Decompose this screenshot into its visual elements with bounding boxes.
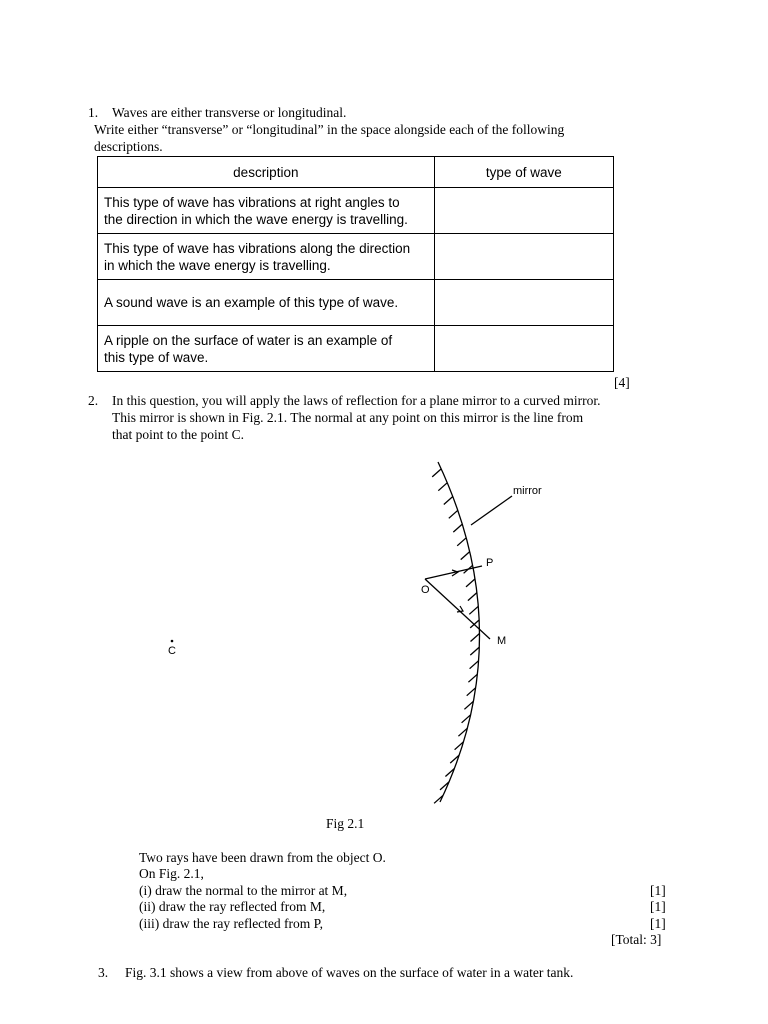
q3-number: 3. xyxy=(98,965,109,980)
description-line: A sound wave is an example of this type of wave. xyxy=(104,295,399,310)
q2-item-i-marks: [1] xyxy=(650,883,666,898)
hatch-mark xyxy=(471,634,480,642)
mirror-hatching xyxy=(432,469,479,803)
arrowhead-ray-M xyxy=(457,606,463,612)
table-cell-description xyxy=(98,280,435,326)
point-C-dot xyxy=(171,640,174,643)
table-row xyxy=(98,188,614,234)
hatch-mark xyxy=(458,728,467,736)
q2-item-iii-marks: [1] xyxy=(650,916,666,931)
table-row xyxy=(98,234,614,280)
table-row xyxy=(98,280,614,326)
description-line: This type of wave has vibrations at right angles to xyxy=(104,194,400,210)
q2-number: 2. xyxy=(88,393,99,408)
q2-text-line-2: On Fig. 2.1, xyxy=(139,866,204,881)
hatch-mark xyxy=(457,538,466,546)
hatch-mark xyxy=(455,742,464,750)
hatch-mark xyxy=(440,782,449,790)
curved-mirror xyxy=(438,462,480,802)
hatch-mark xyxy=(449,510,458,518)
mirror-label: mirror xyxy=(513,485,542,497)
wave-type-table xyxy=(97,156,614,372)
table-cell-description xyxy=(98,234,435,280)
point-M-label: M xyxy=(497,635,507,647)
q2-intro-line-3: that point to the point C. xyxy=(112,427,244,442)
ray-to-M xyxy=(425,579,490,639)
table-cell-description xyxy=(98,188,435,234)
hatch-mark xyxy=(450,755,459,763)
description-line: the direction in which the wave energy is travelling. xyxy=(104,211,408,227)
description-line: this type of wave. xyxy=(104,349,209,365)
table-header-row xyxy=(98,157,614,188)
table-cell-description xyxy=(98,326,435,372)
hatch-mark xyxy=(470,647,479,655)
q1-instruction-line: Write either “transverse” or “longitudinal” in the space alongside each of the following xyxy=(94,122,565,137)
mirror-label-leader xyxy=(471,496,512,525)
hatch-mark xyxy=(470,661,479,669)
hatch-mark xyxy=(434,795,443,803)
hatch-mark xyxy=(453,524,462,532)
hatch-mark xyxy=(467,688,476,696)
hatch-mark xyxy=(466,579,475,587)
point-O-label: O xyxy=(421,584,430,596)
q3-intro-line: Fig. 3.1 shows a view from above of waves on the surface of water in a water tank. xyxy=(125,965,574,980)
q2-item-ii-marks: [1] xyxy=(650,899,666,914)
q2-item-ii: (ii) draw the ray reflected from M, xyxy=(139,899,326,914)
hatch-mark xyxy=(445,769,454,777)
q2-total-marks: [Total: 3] xyxy=(611,932,662,947)
hatch-mark xyxy=(461,552,470,560)
answer-cell[interactable] xyxy=(434,234,613,280)
answer-cell[interactable] xyxy=(434,188,613,234)
q1-intro-line: Waves are either transverse or longitudinal. xyxy=(112,105,347,120)
q1-number: 1. xyxy=(88,105,99,120)
hatch-mark xyxy=(464,701,473,709)
q2-intro-line: In this question, you will apply the laws of reflection for a plane mirror to a curved mirror. xyxy=(112,393,601,408)
table-header-type-of-wave: type of wave xyxy=(434,157,613,188)
ray-to-P xyxy=(425,566,482,579)
point-P-label: P xyxy=(486,557,494,569)
q2-intro-line-2: This mirror is shown in Fig. 2.1. The normal at any point on this mirror is the line from xyxy=(112,410,584,425)
hatch-mark xyxy=(468,674,477,682)
hatch-mark xyxy=(464,565,473,573)
q2-item-iii: (iii) draw the ray reflected from P, xyxy=(139,916,324,931)
hatch-mark xyxy=(432,469,441,477)
q2-text-line: Two rays have been drawn from the object O. xyxy=(139,850,386,865)
hatch-mark xyxy=(444,497,453,505)
hatch-mark xyxy=(462,715,471,723)
q1-instruction-line-2: descriptions. xyxy=(94,139,163,154)
hatch-mark xyxy=(468,593,477,601)
description-line: A ripple on the surface of water is an example of xyxy=(104,332,393,348)
description-line: in which the wave energy is travelling. xyxy=(104,257,331,273)
q2-item-i: (i) draw the normal to the mirror at M, xyxy=(139,883,348,898)
answer-cell[interactable] xyxy=(434,326,613,372)
answer-cell[interactable] xyxy=(434,280,613,326)
figure-caption: Fig 2.1 xyxy=(326,816,365,831)
arrowhead-ray-P xyxy=(452,570,458,576)
hatch-mark xyxy=(438,483,447,491)
table-header-description: description xyxy=(98,157,435,188)
q1-marks: [4] xyxy=(614,375,630,390)
hatch-mark xyxy=(469,606,478,614)
description-line: This type of wave has vibrations along the direction xyxy=(104,240,411,256)
hatch-mark xyxy=(470,620,479,628)
table-row xyxy=(98,326,614,372)
point-C-label: C xyxy=(168,645,176,657)
